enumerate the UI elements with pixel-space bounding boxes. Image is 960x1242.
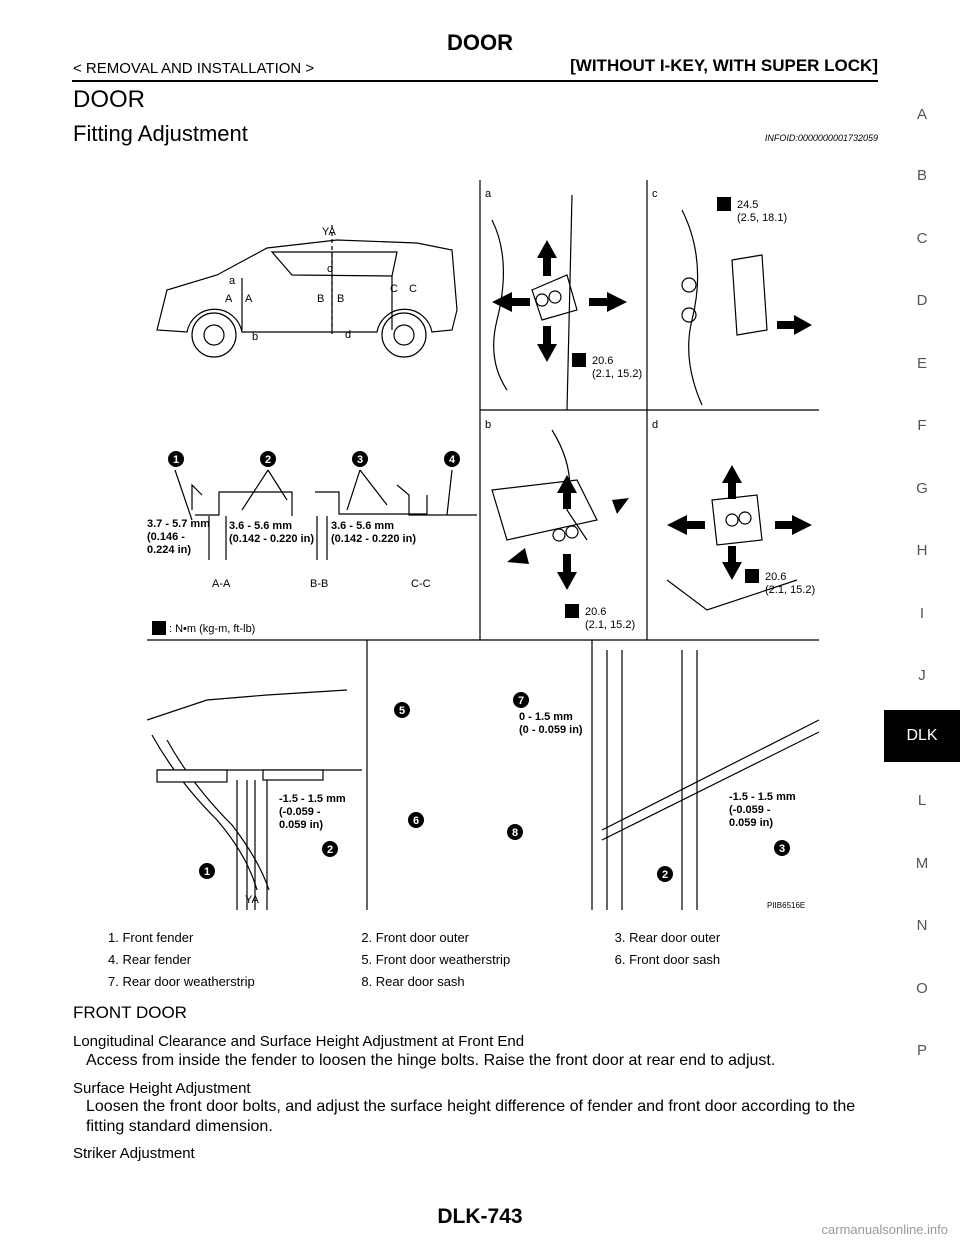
height-left-line3: 0.059 in) (279, 819, 324, 831)
side-index-d[interactable]: D (916, 292, 928, 309)
side-index-p[interactable]: P (916, 1042, 927, 1059)
legend-item: 6. Front door sash (614, 952, 721, 967)
side-index-o[interactable]: O (916, 980, 928, 997)
label-ya: YA (322, 226, 336, 238)
panel-label-c: c (652, 188, 658, 200)
clearance-3-line2: (0.142 - 0.220 in) (331, 533, 416, 545)
legend-row (108, 930, 868, 952)
label-a-upper-1: A (225, 293, 233, 305)
torque-d: 20.6 (765, 571, 787, 583)
info-id: INFOID:0000000001732059 (764, 133, 878, 143)
callout-1-bottom: 1 (203, 866, 211, 878)
label-c-upper-2: C (409, 283, 417, 295)
side-index-a[interactable]: A (916, 106, 927, 123)
label-b-upper-1: B (317, 293, 325, 305)
legend-item: 1. Front fender (108, 930, 194, 945)
panel-label-d: d (652, 419, 659, 431)
clearance-1-line3: 0.224 in) (147, 544, 192, 556)
procedure-label: Surface Height Adjustment (73, 1080, 251, 1097)
callout-5: 5 (398, 705, 406, 717)
height-right-line2: (-0.059 - (729, 804, 771, 816)
side-index-l[interactable]: L (917, 792, 927, 809)
torque-a-alt: (2.1, 15.2) (592, 368, 643, 380)
label-a-upper-2: A (245, 293, 253, 305)
panel-label-b: b (485, 419, 492, 431)
procedure-body: Access from inside the fender to loosen the hinge bolts. Raise the front door at rear end to adjust. (86, 1052, 776, 1069)
legend-row (108, 952, 868, 974)
callout-3-right: 3 (778, 843, 786, 855)
torque-c-alt: (2.5, 18.1) (737, 212, 788, 224)
panel-label-a: a (485, 188, 492, 200)
legend-item: 7. Rear door weatherstrip (108, 974, 255, 989)
procedure-label: Striker Adjustment (73, 1145, 195, 1162)
procedure-body: Loosen the front door bolts, and adjust the surface height difference of fender and front door according to the fitting standard dimension. (86, 1098, 856, 1135)
torque-a: 20.6 (592, 355, 614, 367)
callout-6: 6 (412, 815, 420, 827)
gap-line2: (0 - 0.059 in) (519, 724, 583, 736)
clearance-1-line1: 3.7 - 5.7 mm (147, 518, 210, 530)
side-index-m[interactable]: M (915, 855, 929, 872)
side-index-i[interactable]: I (919, 605, 925, 622)
legend-item: 8. Rear door sash (361, 974, 465, 989)
section-aa: A-A (212, 578, 231, 590)
legend-item (615, 974, 868, 996)
label-b: b (252, 331, 259, 343)
gap-line1: 0 - 1.5 mm (519, 711, 573, 723)
section-bb: B-B (310, 578, 329, 590)
parts-legend (108, 930, 868, 996)
legend-item: 3. Rear door outer (614, 930, 721, 945)
torque-b-alt: (2.1, 15.2) (585, 619, 636, 631)
side-index-g[interactable]: G (916, 480, 928, 497)
legend-item: 4. Rear fender (108, 952, 192, 967)
callout-8: 8 (511, 827, 519, 839)
height-left-line2: (-0.059 - (279, 806, 321, 818)
callout-4: 4 (448, 454, 456, 466)
watermark: carmanualsonline.info (821, 1222, 948, 1237)
torque-d-alt: (2.1, 15.2) (765, 584, 816, 596)
side-index-j[interactable]: J (918, 667, 926, 684)
clearance-1-line2: (0.146 - (147, 531, 185, 543)
legend-row (108, 974, 868, 996)
callout-1: 1 (172, 454, 180, 466)
clearance-2-line1: 3.6 - 5.6 mm (229, 520, 292, 532)
page-number: DLK-743 (437, 1205, 523, 1228)
callout-3: 3 (356, 454, 364, 466)
side-index-b[interactable]: B (916, 167, 927, 184)
header-rule (72, 80, 878, 82)
figure-id: PIIB6516E (767, 901, 806, 910)
callout-2-bottom: 2 (326, 844, 334, 856)
clearance-3-line1: 3.6 - 5.6 mm (331, 520, 394, 532)
fitting-adjustment-figure (147, 180, 819, 910)
height-left-line1: -1.5 - 1.5 mm (279, 793, 346, 805)
torque-legend: : N•m (kg-m, ft-lb) (169, 623, 256, 635)
legend-item: 2. Front door outer (361, 930, 469, 945)
label-c-upper-1: C (390, 283, 398, 295)
page-title: DOOR (447, 30, 513, 55)
procedure-label: Longitudinal Clearance and Surface Height Adjustment at Front End (73, 1033, 525, 1050)
clearance-2-line2: (0.142 - 0.220 in) (229, 533, 314, 545)
height-right-line1: -1.5 - 1.5 mm (729, 791, 796, 803)
torque-c: 24.5 (737, 199, 759, 211)
label-a: a (229, 275, 236, 287)
legend-item: 5. Front door weatherstrip (361, 952, 511, 967)
label-ya-bottom: YA (245, 894, 259, 906)
label-c: c (327, 263, 333, 275)
side-index-n[interactable]: N (916, 917, 928, 934)
callout-7: 7 (517, 695, 525, 707)
front-door-heading: FRONT DOOR (73, 1003, 187, 1022)
side-index-dlk-active[interactable]: DLK (884, 710, 960, 762)
label-d: d (345, 329, 352, 341)
callout-2: 2 (264, 454, 272, 466)
height-right-line3: 0.059 in) (729, 817, 774, 829)
torque-b: 20.6 (585, 606, 607, 618)
callout-2-right: 2 (661, 869, 669, 881)
side-index-c[interactable]: C (916, 230, 928, 247)
section-title: DOOR (73, 86, 145, 113)
subsection-title: Fitting Adjustment (73, 121, 248, 146)
side-index-h[interactable]: H (916, 542, 928, 559)
section-cc: C-C (411, 578, 431, 590)
label-b-upper-2: B (337, 293, 345, 305)
side-index-f[interactable]: F (917, 417, 927, 434)
header-variant: [WITHOUT I-KEY, WITH SUPER LOCK] (570, 56, 878, 75)
side-index-e[interactable]: E (916, 355, 927, 372)
breadcrumb: < REMOVAL AND INSTALLATION > (73, 60, 315, 77)
